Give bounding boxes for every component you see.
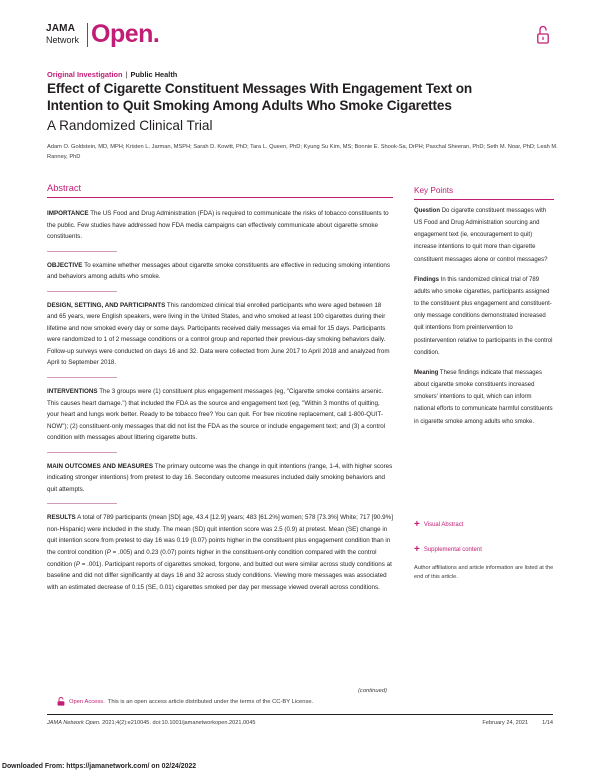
open-lock-icon xyxy=(537,25,549,44)
key-point-question xyxy=(414,205,554,266)
footer-divider xyxy=(47,714,553,715)
plus-icon: + xyxy=(414,519,420,530)
article-type: Original Investigation xyxy=(47,70,123,79)
open-access-label[interactable]: Open Access. xyxy=(69,698,105,705)
abstract-heading: Abstract xyxy=(47,182,393,198)
key-point-meaning xyxy=(414,367,554,428)
interventions-label: INTERVENTIONS xyxy=(47,388,98,396)
article-type-line xyxy=(47,70,177,79)
key-point-findings xyxy=(414,274,554,359)
key-points-body xyxy=(414,205,554,428)
question-label: Question xyxy=(414,208,441,214)
design-text: This randomized clinical trial enrolled participants who were aged between 18 and 65 years, were English speakers, were living in the United States, and who smoked at least 100 cigarettes during their lifetime and now smoked every day or some days. Participants received daily messages via email for 15 days. Participants were randomized to 1 of 2 message conditions or a control group and reported their previous-day smoking behaviors daily. Follow-up surveys were conducted on days 16 and 32. Data were collected from June 2017 to April 2018 and analyzed from April to September 2018. xyxy=(47,301,390,367)
meaning-label: Meaning xyxy=(414,369,439,376)
supplemental-content-label: Supplemental content xyxy=(423,547,482,553)
open-access-lock-icon xyxy=(57,697,65,706)
findings-text: In this randomized clinical trial of 789 adults who smoke cigarettes, participants assigned to the constituent plus engagement and constituent-only message conditions demonstrated increased quit intentions from preintervention to postintervention relative to participants in the control condition. xyxy=(414,276,553,356)
abstract-results xyxy=(47,512,393,593)
section-divider xyxy=(47,503,117,504)
abstract-column xyxy=(47,182,393,593)
interventions-text: The 3 groups were (1) constituent plus engagement messages (eg, "Cigarette smoke contains arsenic. This causes heart damage.") that included the FDA as the source and engagement text (eg, "Within 3 months of quitting, your heart and lungs work better. Ready to be tobacco free? You can quit. For free nicotine replacement, call 1-800-QUIT-NOW"); (2) constituent-only messages that did not list the FDA as the source or include engagement text; and (3) a control condition with messages about littering cigarette butts. xyxy=(47,388,386,442)
abstract-interventions xyxy=(47,386,393,444)
visual-abstract-label: Visual Abstract xyxy=(423,522,464,528)
journal-logo xyxy=(46,20,176,54)
plus-icon: + xyxy=(414,544,420,555)
logo-network: Network xyxy=(46,35,80,45)
findings-label: Findings xyxy=(414,276,439,283)
open-access-text: This is an open access article distributed under the terms of the CC-BY License. xyxy=(107,698,314,705)
logo-divider xyxy=(87,23,88,47)
abstract-objective xyxy=(47,260,393,283)
open-access-line xyxy=(57,697,313,706)
results-text-a: A total of 789 participants (mean [SD] age, 43.4 [12.9] years; 483 [61.2%] women; 578 [73.3%] White; 717 [90.9%] non-Hispanic) were included in the study. The mean (SD) quit intention score was 2.5 (0.9) at pretest. Mean (SE) change in quit intention score from pretest to day 16 was 0.19 (0.07) points higher in the constituent plus engagement condition than in the control condition ( xyxy=(47,514,393,557)
supplemental-content-link[interactable] xyxy=(414,545,554,555)
footer-journal: JAMA Network Open. xyxy=(47,720,101,726)
importance-text: The US Food and Drug Administration (FDA) is required to communicate the risks of tobacco constituents to the public. Few studies have addressed how FDA media campaigns can effectively communicate about cigarette smoke constituents. xyxy=(47,210,389,241)
page-footer xyxy=(47,720,553,726)
footer-date: February 24, 2021 xyxy=(482,720,529,726)
abstract-design xyxy=(47,300,393,369)
author-list: Adam O. Goldstein, MD, MPH; Kristen L. Jarman, MSPH; Sarah D. Kowitt, PhD; Tara L. Queen, PhD; Kyung Su Kim, MS; Bonnie E. Shook-Sa, DrPH; Paschal Sheeran, PhD; Seth M. Noar, PhD; Leah M. Ranney, PhD xyxy=(47,144,558,160)
section-divider xyxy=(47,251,117,252)
affiliations-note: Author affiliations and article information are listed at the end of this article. xyxy=(414,565,554,581)
article-subtitle: A Randomized Clinical Trial xyxy=(47,118,213,133)
abstract-outcomes xyxy=(47,461,393,496)
type-separator: | xyxy=(125,70,128,79)
footer-citation: 2021;4(2):e210045. doi:10.1001/jamanetworkopen.2021.0045 xyxy=(102,720,256,726)
results-text-b: = .005) and 0.23 (0.07) points higher in the constituent-only condition compared with the control condition ( xyxy=(47,549,377,568)
p-value-symbol: P xyxy=(106,549,111,557)
outcomes-text: The primary outcome was the change in quit intentions (range, 1-4, with higher scores indicating stronger intentions) from pretest to day 16. Secondary outcome measures included daily smoking behaviors and quit attempts. xyxy=(47,462,393,493)
objective-text: To examine whether messages about cigarette smoke constituents are effective in reducing smoking intentions and behaviors among adults who smoke. xyxy=(47,261,391,281)
meaning-text: These findings indicate that messages about cigarette smoke constituents increased smokers' intentions to quit, which can inform national efforts to communicate harmful constituents in cigarette smoke among adults who smoke. xyxy=(414,369,553,425)
importance-label: IMPORTANCE xyxy=(47,210,89,217)
section-divider xyxy=(47,377,117,378)
section-divider xyxy=(47,452,117,453)
footer-page: 1/14 xyxy=(542,720,553,726)
article-title: Effect of Cigarette Constituent Messages With Engagement Text on Intention to Quit Smoking Among Adults Who Smoke Cigarettes xyxy=(47,81,473,113)
key-points-box xyxy=(414,186,554,436)
continued-note: (continued) xyxy=(358,688,388,694)
sidebar-links xyxy=(414,520,554,583)
article-section: Public Health xyxy=(130,70,178,79)
abstract-importance xyxy=(47,208,393,243)
section-divider xyxy=(47,291,117,292)
objective-label: OBJECTIVE xyxy=(47,261,83,269)
logo-open: Open. xyxy=(91,20,160,48)
logo-jama: JAMA xyxy=(46,23,76,34)
key-points-heading: Key Points xyxy=(414,186,554,200)
download-stamp: Downloaded From: https://jamanetwork.com/ on 02/24/2022 xyxy=(2,763,197,770)
question-text: Do cigarette constituent messages with US Food and Drug Administration sourcing and engagement text (ie, encouragement to quit) increase intentions to quit more than cigarette constituent messages alone or control messages? xyxy=(414,208,548,263)
results-text-c: = .001). Participant reports of cigarettes smoked, forgone, and butted out were similar across study conditions at baseline and did not differ significantly at days 16 and 32 across study conditions. Viewing more messages was associated with an estimated decrease of 0.15 (SE, 0.01) cigarettes smoked per day per message viewed overall across conditions. xyxy=(47,560,392,591)
p-value-symbol: P xyxy=(75,560,81,568)
outcomes-label: MAIN OUTCOMES AND MEASURES xyxy=(47,462,154,470)
footer-right xyxy=(482,720,553,726)
design-label: DESIGN, SETTING, AND PARTICIPANTS xyxy=(47,301,166,309)
visual-abstract-link[interactable] xyxy=(414,520,554,530)
results-label: RESULTS xyxy=(47,514,76,522)
